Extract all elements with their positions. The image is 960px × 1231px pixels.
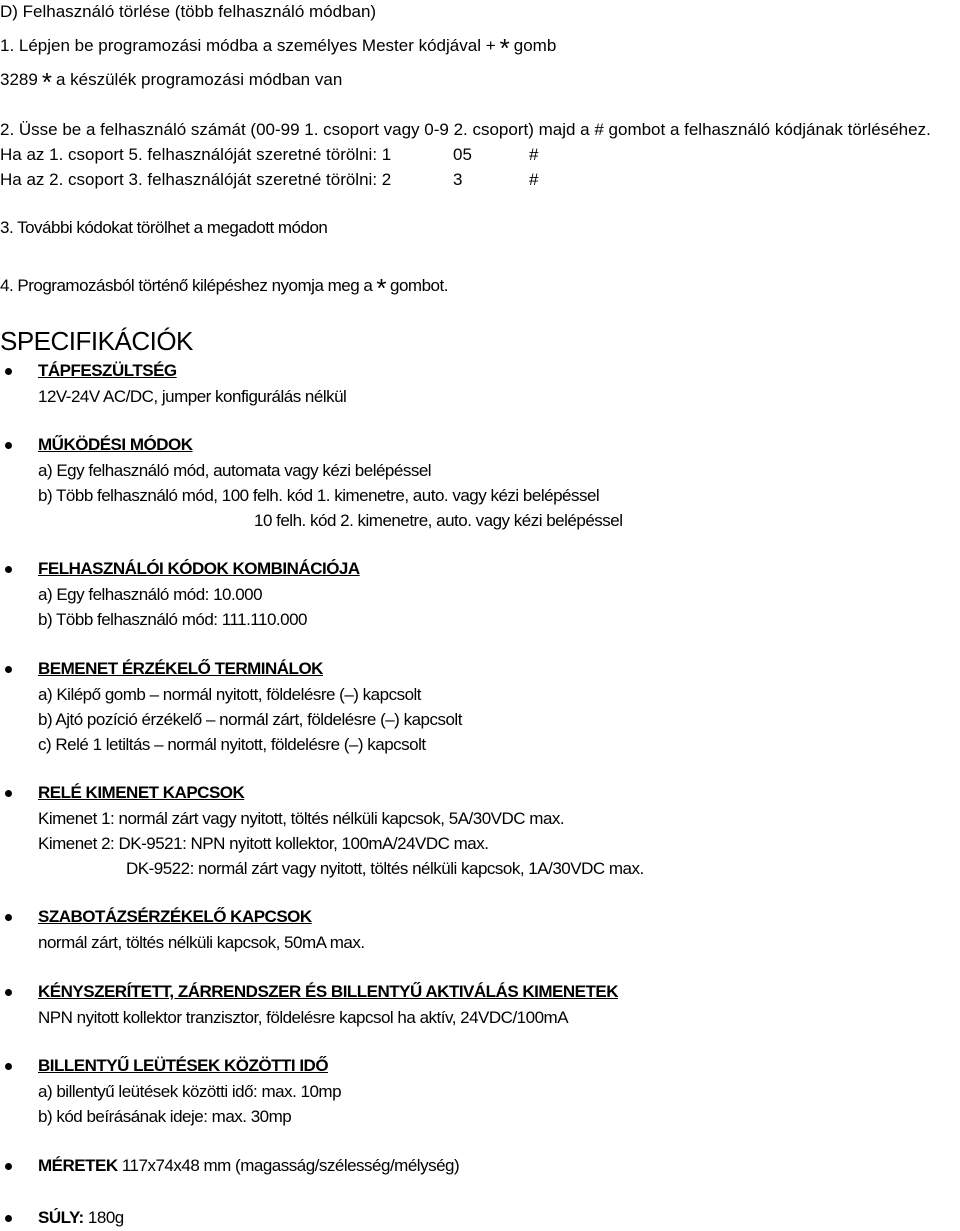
forced-line-1: NPN nyitott kollektor tranzisztor, földelésre kapcsol ha aktív, 24VDC/100mA <box>38 1008 569 1027</box>
forced-heading: KÉNYSZERÍTETT, ZÁRRENDSZER ÉS BILLENTYŰ AKTIVÁLÁS KIMENETEK <box>38 982 619 1001</box>
codes-line-2: b) Több felhasználó mód: 111.110.000 <box>38 610 307 629</box>
codes-heading: FELHASZNÁLÓI KÓDOK KOMBINÁCIÓJA <box>38 559 360 578</box>
tamper-line-1: normál zárt, töltés nélküli kapcsok, 50mA max. <box>38 933 365 952</box>
codes-line-1: a) Egy felhasználó mód: 10.000 <box>38 585 263 604</box>
dimensions-value: 117x74x48 mm (magasság/szélesség/mélység) <box>121 1156 460 1175</box>
relay-line-1: Kimenet 1: normál zárt vagy nyitott, töltés nélküli kapcsok, 5A/30VDC max. <box>38 809 565 828</box>
dimensions-line <box>38 1156 459 1176</box>
step-3-text: 3. További kódokat törölhet a megadott módon <box>0 218 328 237</box>
star-symbol: * <box>376 273 387 303</box>
specifications-title: SPECIFIKÁCIÓK <box>0 326 193 356</box>
power-value: 12V-24V AC/DC, jumper konfigurálás nélkül <box>38 387 347 406</box>
master-code: 3289 <box>0 70 38 89</box>
bullet-icon <box>5 790 12 797</box>
bullet-icon <box>5 1063 12 1070</box>
keytime-line-1: a) billentyű leütések közötti idő: max. 10mp <box>38 1082 342 1101</box>
bullet-icon <box>5 914 12 921</box>
tamper-heading: SZABOTÁZSÉRZÉKELŐ KAPCSOK <box>38 907 312 926</box>
relay-heading: RELÉ KIMENET KAPCSOK <box>38 783 245 802</box>
weight-label: SÚLY: <box>38 1208 84 1227</box>
dimensions-label: MÉRETEK <box>38 1156 118 1175</box>
modes-line-3: 10 felh. kód 2. kimenetre, auto. vagy kézi belépéssel <box>254 511 623 530</box>
keytime-line-2: b) kód beírásának ideje: max. 30mp <box>38 1107 292 1126</box>
bullet-icon <box>5 1215 12 1222</box>
step-2-text: 2. Üsse be a felhasználó számát (00-99 1. csoport vagy 0-9 2. csoport) majd a # gombot a felhasználó kódjának törléséhez. <box>0 120 931 139</box>
power-heading: TÁPFESZÜLTSÉG <box>38 361 177 380</box>
step-1-status: a készülék programozási módban van <box>55 70 343 89</box>
modes-heading: MŰKÖDÉSI MÓDOK <box>38 435 193 454</box>
star-symbol: * <box>499 33 510 63</box>
example-2-text: Ha az 2. csoport 3. felhasználóját szeretné törölni: 2 <box>0 170 392 189</box>
step-4-end: gombot. <box>390 276 448 295</box>
bullet-icon <box>5 566 12 573</box>
example-2-number: 3 <box>453 170 463 189</box>
example-1-number: 05 <box>453 145 472 164</box>
star-symbol: * <box>41 67 52 97</box>
bullet-icon <box>5 368 12 375</box>
bullet-icon <box>5 989 12 996</box>
bullet-icon <box>5 1163 12 1170</box>
section-title: D) Felhasználó törlése (több felhasználó módban) <box>0 2 377 21</box>
modes-line-2: b) Több felhasználó mód, 100 felh. kód 1. kimenetre, auto. vagy kézi belépéssel <box>38 486 600 505</box>
inputs-heading: BEMENET ÉRZÉKELŐ TERMINÁLOK <box>38 659 323 678</box>
relay-line-3: DK-9522: normál zárt vagy nyitott, töltés nélküli kapcsok, 1A/30VDC max. <box>126 859 644 878</box>
inputs-line-1: a) Kilépő gomb – normál nyitott, földelésre (–) kapcsolt <box>38 685 422 704</box>
relay-line-2: Kimenet 2: DK-9521: NPN nyitott kollektor, 100mA/24VDC max. <box>38 834 489 853</box>
example-2-hash: # <box>529 170 539 189</box>
inputs-line-2: b) Ajtó pozíció érzékelő – normál zárt, földelésre (–) kapcsolt <box>38 710 462 729</box>
step-1-code-line <box>0 67 343 97</box>
step-4-line <box>0 273 448 303</box>
example-1-text: Ha az 1. csoport 5. felhasználóját szeretné törölni: 1 <box>0 145 392 164</box>
inputs-line-3: c) Relé 1 letiltás – normál nyitott, földelésre (–) kapcsolt <box>38 735 426 754</box>
step-1-button-word: gomb <box>513 36 557 55</box>
weight-value: 180g <box>87 1208 124 1227</box>
bullet-icon <box>5 442 12 449</box>
step-1-line <box>0 33 557 63</box>
step-1-text: 1. Lépjen be programozási módba a személyes Mester kódjával + <box>0 36 496 55</box>
step-4-text: 4. Programozásból történő kilépéshez nyomja meg a <box>0 276 373 295</box>
keytime-heading: BILLENTYŰ LEÜTÉSEK KÖZÖTTI IDŐ <box>38 1056 329 1075</box>
modes-line-1: a) Egy felhasználó mód, automata vagy kézi belépéssel <box>38 461 432 480</box>
weight-line <box>38 1208 124 1228</box>
bullet-icon <box>5 666 12 673</box>
example-1-hash: # <box>529 145 539 164</box>
